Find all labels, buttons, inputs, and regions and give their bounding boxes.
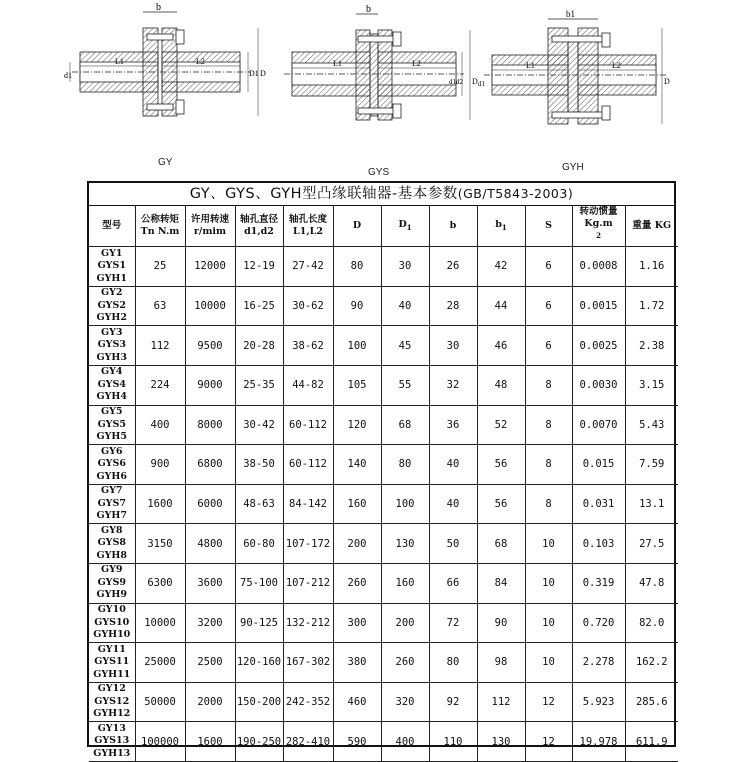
value-cell: 150-200 (235, 682, 283, 722)
model-cell (89, 722, 135, 762)
value-cell: 0.720 (572, 603, 625, 643)
header-cell (381, 206, 429, 247)
model-name: GY3 (100, 326, 123, 338)
model-name: GYS13 (94, 735, 130, 747)
value-cell: 68 (381, 405, 429, 445)
model-name: GYH3 (96, 351, 127, 363)
gyh-drawing (484, 19, 666, 124)
value-cell: 6 (525, 326, 572, 366)
value-cell: 1600 (185, 722, 235, 762)
gy-dim-d1b-label: D1 (249, 69, 259, 78)
value-cell: 9500 (185, 326, 235, 366)
value-cell: 320 (381, 682, 429, 722)
value-cell: 2000 (185, 682, 235, 722)
gy-bolt-bottom (147, 104, 173, 110)
value-cell: 40 (429, 445, 477, 485)
table-row (89, 722, 678, 762)
value-cell: 48 (477, 365, 525, 405)
header-cell (89, 206, 135, 247)
header-line-2: r/mim (193, 226, 227, 238)
value-cell: 900 (135, 445, 185, 485)
value-cell: 60-80 (235, 524, 283, 564)
value-cell: 56 (477, 445, 525, 485)
value-cell: 3200 (185, 603, 235, 643)
model-cell (89, 365, 135, 405)
value-cell: 224 (135, 365, 185, 405)
model-name: GY2 (100, 287, 123, 299)
value-cell: 42 (477, 247, 525, 287)
model-name: GYS5 (97, 418, 126, 430)
table-row (89, 524, 678, 564)
value-cell: 90 (477, 603, 525, 643)
header-row (89, 206, 678, 247)
value-cell: 90 (333, 286, 381, 326)
value-cell: 66 (429, 563, 477, 603)
gy-dim-d1-label: d1 (64, 71, 72, 80)
value-cell: 10 (525, 524, 572, 564)
value-cell: 80 (429, 643, 477, 683)
value-cell: 10000 (185, 286, 235, 326)
gy-nut-top (176, 30, 184, 44)
gys-label: GYS (368, 167, 390, 178)
table-row (89, 405, 678, 445)
model-cell (89, 603, 135, 643)
table-row (89, 286, 678, 326)
value-cell: 30-42 (235, 405, 283, 445)
header-line: 许用转速 (190, 214, 229, 226)
value-cell: 6300 (135, 563, 185, 603)
model-name: GY4 (100, 366, 123, 378)
value-cell: 130 (477, 722, 525, 762)
header-line-2: d1,d2 (244, 226, 274, 238)
value-cell: 140 (333, 445, 381, 485)
value-cell: 110 (429, 722, 477, 762)
value-cell: 27.5 (625, 524, 678, 564)
model-name: GY1 (100, 247, 123, 259)
value-cell: 132-212 (283, 603, 333, 643)
model-name: GYH7 (96, 510, 127, 522)
header-line: 转动惯量 (579, 206, 618, 217)
header-superscript: 2 (596, 231, 601, 240)
value-cell: 6 (525, 286, 572, 326)
model-name: GY6 (100, 445, 123, 457)
value-cell: 25-35 (235, 365, 283, 405)
header-line: 重量 KG (632, 220, 672, 232)
value-cell: 50000 (135, 682, 185, 722)
value-cell: 611.9 (625, 722, 678, 762)
model-name: GYS2 (97, 299, 126, 311)
model-name: GY7 (100, 485, 123, 497)
gys-dim-dd-label: D (472, 77, 478, 86)
value-cell: 98 (477, 643, 525, 683)
value-cell: 107-212 (283, 563, 333, 603)
model-cell (89, 326, 135, 366)
value-cell: 400 (135, 405, 185, 445)
value-cell: 90-125 (235, 603, 283, 643)
value-cell: 40 (381, 286, 429, 326)
table-row (89, 603, 678, 643)
value-cell: 3.15 (625, 365, 678, 405)
value-cell: 160 (333, 484, 381, 524)
value-cell: 0.015 (572, 445, 625, 485)
header-cell (477, 206, 525, 247)
value-cell: 30-62 (283, 286, 333, 326)
value-cell: 5.43 (625, 405, 678, 445)
value-cell: 120-160 (235, 643, 283, 683)
model-name: GYH6 (96, 470, 127, 482)
model-name: GYS8 (97, 537, 126, 549)
value-cell: 75-100 (235, 563, 283, 603)
value-cell: 3150 (135, 524, 185, 564)
value-cell: 0.0030 (572, 365, 625, 405)
header-line: 型号 (102, 220, 122, 232)
value-cell: 80 (381, 445, 429, 485)
value-cell: 190-250 (235, 722, 283, 762)
value-cell: 84 (477, 563, 525, 603)
value-cell: 112 (477, 682, 525, 722)
table-title (89, 183, 674, 206)
value-cell: 50 (429, 524, 477, 564)
gyh-dim-b1-label: b1 (566, 9, 575, 19)
value-cell: 8 (525, 484, 572, 524)
value-cell: 6800 (185, 445, 235, 485)
value-cell: 130 (381, 524, 429, 564)
model-cell (89, 445, 135, 485)
gy-dim-l2-label: L2 (196, 57, 205, 66)
value-cell: 0.031 (572, 484, 625, 524)
value-cell: 1.16 (625, 247, 678, 287)
value-cell: 46 (477, 326, 525, 366)
gys-dim-d2-label: d2 (456, 78, 463, 86)
model-cell (89, 247, 135, 287)
gy-dim-dd-label: D (260, 69, 266, 78)
value-cell: 100 (333, 326, 381, 366)
value-cell: 38-62 (283, 326, 333, 366)
model-name: GYS4 (97, 378, 126, 390)
value-cell: 44 (477, 286, 525, 326)
value-cell: 48-63 (235, 484, 283, 524)
header-line-2: L1,L2 (293, 226, 323, 238)
value-cell: 84-142 (283, 484, 333, 524)
model-name: GYH13 (93, 747, 131, 759)
value-cell: 300 (333, 603, 381, 643)
value-cell: 10 (525, 603, 572, 643)
value-cell: 282-410 (283, 722, 333, 762)
gy-dim-l1-label: L1 (115, 57, 124, 66)
gys-dim-d1-label: d1 (449, 78, 456, 86)
value-cell: 242-352 (283, 682, 333, 722)
coupling-drawings (0, 0, 750, 180)
table-row (89, 365, 678, 405)
value-cell: 0.0008 (572, 247, 625, 287)
value-cell: 32 (429, 365, 477, 405)
value-cell: 285.6 (625, 682, 678, 722)
table-body (89, 247, 678, 762)
value-cell: 30 (381, 247, 429, 287)
model-name: GYS7 (97, 497, 126, 509)
value-cell: 16-25 (235, 286, 283, 326)
model-name: GY8 (100, 524, 123, 536)
value-cell: 28 (429, 286, 477, 326)
parameter-grid (89, 206, 678, 762)
value-cell: 120 (333, 405, 381, 445)
gys-dim-b-label: b (366, 4, 371, 15)
value-cell: 590 (333, 722, 381, 762)
model-cell (89, 643, 135, 683)
header-line: $b_1$ (495, 218, 507, 232)
model-name: GYS10 (94, 616, 130, 628)
value-cell: 20-28 (235, 326, 283, 366)
value-cell: 68 (477, 524, 525, 564)
value-cell: 1600 (135, 484, 185, 524)
header-subscript: 1 (406, 222, 412, 232)
value-cell: 107-172 (283, 524, 333, 564)
value-cell: 0.0025 (572, 326, 625, 366)
value-cell: 25000 (135, 643, 185, 683)
gys-dim-l1-label: L1 (333, 59, 342, 68)
model-cell (89, 286, 135, 326)
header-line: 轴孔直径 (239, 214, 278, 226)
model-name: GYH5 (96, 431, 127, 443)
value-cell: 63 (135, 286, 185, 326)
value-cell: 12000 (185, 247, 235, 287)
value-cell: 30 (429, 326, 477, 366)
value-cell: 260 (333, 563, 381, 603)
value-cell: 167-302 (283, 643, 333, 683)
header-subscript: 1 (501, 222, 507, 232)
table-row (89, 247, 678, 287)
model-name: GYH4 (96, 391, 127, 403)
value-cell: 40 (429, 484, 477, 524)
header-line: b (449, 220, 457, 232)
parameter-table (87, 181, 676, 759)
table-row (89, 563, 678, 603)
value-cell: 105 (333, 365, 381, 405)
table-row (89, 326, 678, 366)
value-cell: 0.0015 (572, 286, 625, 326)
value-cell: 82.0 (625, 603, 678, 643)
value-cell: 0.0070 (572, 405, 625, 445)
table-standard: (GB/T5843-2003) (457, 186, 574, 201)
model-name: GY11 (97, 643, 126, 655)
header-cell (185, 206, 235, 247)
gys-dim-l2-label: L2 (412, 59, 421, 68)
value-cell: 25 (135, 247, 185, 287)
header-line-2: Tn N.m (140, 226, 180, 238)
header-line: D (352, 220, 362, 232)
header-cell (135, 206, 185, 247)
value-cell: 2.278 (572, 643, 625, 683)
coupling-drawings-svg (0, 0, 750, 180)
gy-dim-b-label: b (156, 2, 161, 13)
model-name: GYH10 (93, 629, 131, 641)
value-cell: 13.1 (625, 484, 678, 524)
gy-nut-bottom (176, 100, 184, 114)
value-cell: 19.978 (572, 722, 625, 762)
model-cell (89, 484, 135, 524)
value-cell: 60-112 (283, 405, 333, 445)
header-cell (235, 206, 283, 247)
value-cell: 60-112 (283, 445, 333, 485)
header-cell (429, 206, 477, 247)
value-cell: 10 (525, 563, 572, 603)
model-cell (89, 682, 135, 722)
value-cell: 92 (429, 682, 477, 722)
model-name: GYH11 (93, 668, 131, 680)
model-name: GY12 (97, 683, 126, 695)
value-cell: 36 (429, 405, 477, 445)
header-cell (625, 206, 678, 247)
gy-label: GY (158, 157, 173, 168)
model-cell (89, 524, 135, 564)
value-cell: 6000 (185, 484, 235, 524)
value-cell: 52 (477, 405, 525, 445)
value-cell: 6 (525, 247, 572, 287)
value-cell: 162.2 (625, 643, 678, 683)
value-cell: 12-19 (235, 247, 283, 287)
value-cell: 100 (381, 484, 429, 524)
model-name: GYH12 (93, 708, 131, 720)
model-name: GYS9 (97, 576, 126, 588)
header-cell (333, 206, 381, 247)
gy-bolt-top (147, 34, 173, 40)
value-cell: 0.103 (572, 524, 625, 564)
value-cell: 47.8 (625, 563, 678, 603)
value-cell: 2500 (185, 643, 235, 683)
value-cell: 100000 (135, 722, 185, 762)
model-name: GYH8 (96, 549, 127, 561)
table-row (89, 682, 678, 722)
value-cell: 56 (477, 484, 525, 524)
header-line-2: Kg.m (584, 218, 613, 229)
value-cell: 200 (381, 603, 429, 643)
gyh-dim-l1-label: L1 (526, 61, 535, 70)
value-cell: 55 (381, 365, 429, 405)
model-cell (89, 563, 135, 603)
value-cell: 0.319 (572, 563, 625, 603)
value-cell: 8 (525, 405, 572, 445)
value-cell: 27-42 (283, 247, 333, 287)
model-name: GYH2 (96, 312, 127, 324)
value-cell: 380 (333, 643, 381, 683)
model-name: GYH1 (96, 272, 127, 284)
value-cell: 400 (381, 722, 429, 762)
value-cell: 26 (429, 247, 477, 287)
value-cell: 460 (333, 682, 381, 722)
gyh-dim-d1-label: d1 (478, 80, 485, 88)
value-cell: 160 (381, 563, 429, 603)
value-cell: 10000 (135, 603, 185, 643)
gyh-dim-d-label: D (664, 77, 670, 86)
table-row (89, 643, 678, 683)
model-name: GY5 (100, 406, 123, 418)
table-row (89, 445, 678, 485)
value-cell: 80 (333, 247, 381, 287)
value-cell: 3600 (185, 563, 235, 603)
header-line: $D_1$ (398, 218, 412, 232)
value-cell: 10 (525, 643, 572, 683)
value-cell: 200 (333, 524, 381, 564)
model-name: GY13 (97, 722, 126, 734)
gy-drawing (70, 12, 258, 116)
value-cell: 72 (429, 603, 477, 643)
value-cell: 7.59 (625, 445, 678, 485)
value-cell: 260 (381, 643, 429, 683)
header-line: 轴孔长度 (288, 214, 327, 226)
model-name: GY9 (100, 564, 123, 576)
value-cell: 5.923 (572, 682, 625, 722)
header-cell (572, 206, 625, 247)
model-name: GYH9 (96, 589, 127, 601)
value-cell: 4800 (185, 524, 235, 564)
model-name: GYS12 (94, 695, 130, 707)
header-cell (283, 206, 333, 247)
gys-drawing (284, 14, 470, 120)
value-cell: 2.38 (625, 326, 678, 366)
value-cell: 12 (525, 722, 572, 762)
value-cell: 1.72 (625, 286, 678, 326)
value-cell: 38-50 (235, 445, 283, 485)
header-line: 公称转矩 (140, 214, 179, 226)
gyh-dim-l2-label: L2 (612, 61, 621, 70)
value-cell: 44-82 (283, 365, 333, 405)
header-cell (525, 206, 572, 247)
model-name: GYS1 (97, 260, 126, 272)
value-cell: 12 (525, 682, 572, 722)
value-cell: 9000 (185, 365, 235, 405)
header-line: S (545, 220, 552, 232)
value-cell: 8 (525, 365, 572, 405)
table-title-text: GY、GYS、GYH型凸缘联轴器-基本参数 (189, 186, 458, 202)
value-cell: 8 (525, 445, 572, 485)
value-cell: 45 (381, 326, 429, 366)
value-cell: 8000 (185, 405, 235, 445)
table-row (89, 484, 678, 524)
model-name: GYS3 (97, 339, 126, 351)
model-name: GY10 (97, 604, 126, 616)
model-name: GYS11 (94, 656, 130, 668)
table-header (89, 206, 678, 247)
gyh-label: GYH (562, 162, 584, 173)
model-name: GYS6 (97, 458, 126, 470)
model-cell (89, 405, 135, 445)
value-cell: 112 (135, 326, 185, 366)
